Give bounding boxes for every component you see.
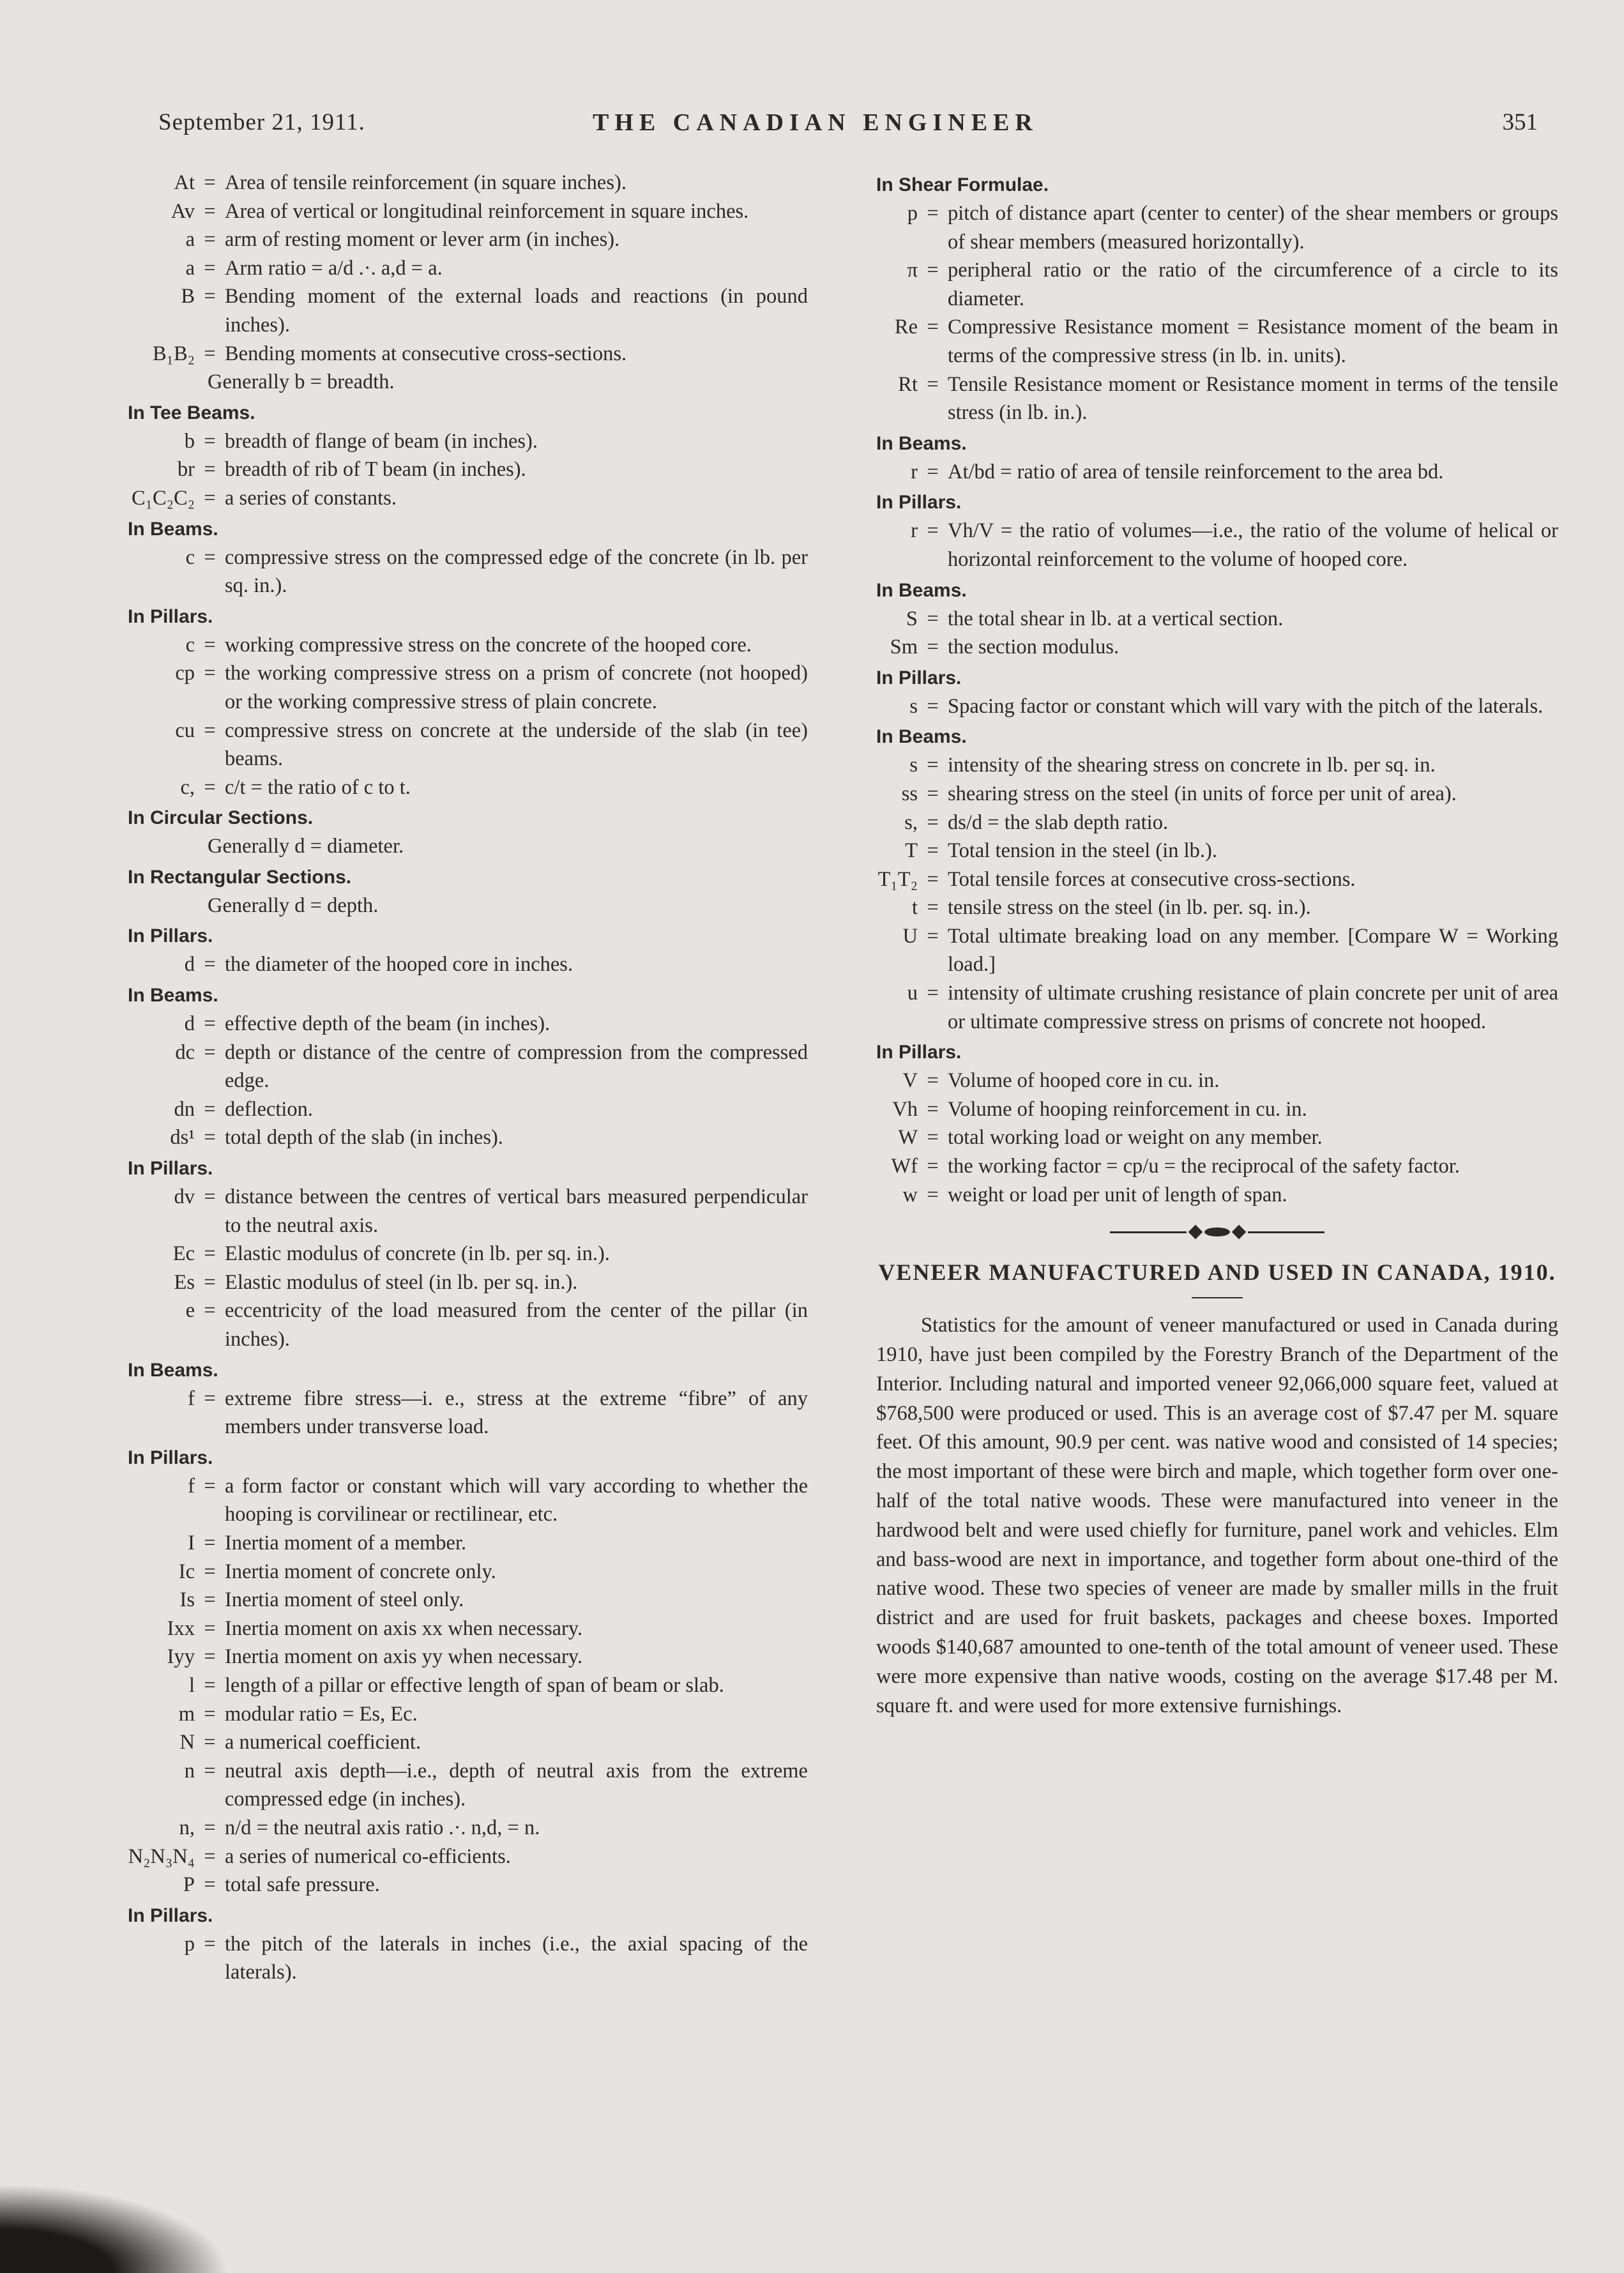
page-number: 351 xyxy=(1502,109,1538,135)
symbol: At xyxy=(174,171,195,194)
definition-text: compressive stress on concrete at the underside of the slab (in tee) beams. xyxy=(225,718,808,771)
definition-row xyxy=(876,1067,1558,1095)
section-heading: In Pillars. xyxy=(128,1158,213,1180)
section-heading: In Pillars. xyxy=(128,925,213,947)
definition-text: the total shear in lb. at a vertical section. xyxy=(948,607,1284,630)
definition-text: extreme fibre stress—i. e., stress at the extreme “fibre” of any members under transverse load. xyxy=(225,1387,808,1439)
symbol: l xyxy=(188,1673,195,1697)
equals-sign: = xyxy=(204,1616,216,1640)
definition-text: breadth of rib of T beam (in inches). xyxy=(225,458,526,482)
definition-note: Generally d = depth. xyxy=(208,893,379,917)
definition-row xyxy=(128,225,808,254)
definition-row xyxy=(876,370,1558,427)
section-heading: In Pillars. xyxy=(876,667,962,688)
definition-text: length of a pillar or effective length of span of beam or slab. xyxy=(225,1673,724,1697)
definition-text: Tensile Resistance moment or Resistance moment in terms of the tensile stress (in lb. in.). xyxy=(948,372,1558,425)
definition-text: Volume of hooped core in cu. in. xyxy=(948,1069,1220,1093)
symbol: Ic xyxy=(178,1560,195,1583)
symbol: r xyxy=(911,519,918,543)
symbol: n, xyxy=(179,1816,195,1839)
definition-row xyxy=(876,199,1558,256)
definition-text: pitch of distance apart (center to center) of the shear members or groups of shear members (measured horizontally). xyxy=(948,202,1558,254)
definition-text: deflection. xyxy=(225,1097,314,1121)
section-heading: In Beams. xyxy=(876,432,967,454)
symbol: Iyy xyxy=(167,1645,195,1669)
definition-row xyxy=(128,1871,808,1899)
definition-text: Elastic modulus of steel (in lb. per sq. in.). xyxy=(225,1270,578,1294)
definition-text: the pitch of the laterals in inches (i.e., the axial spacing of the laterals). xyxy=(225,1932,808,1984)
equals-sign: = xyxy=(204,1673,216,1697)
symbol: a xyxy=(185,256,195,280)
equals-sign: = xyxy=(204,199,216,223)
symbol: Re xyxy=(894,315,918,339)
definition-text: total working load or weight on any member. xyxy=(948,1126,1323,1150)
symbol: a xyxy=(185,228,195,252)
symbol: B xyxy=(181,285,195,308)
definition-row xyxy=(128,1268,808,1297)
definition-text: the working factor = cp/u = the reciprocal of the safety factor. xyxy=(948,1155,1460,1178)
definition-row xyxy=(128,1671,808,1700)
section-heading: In Tee Beams. xyxy=(128,402,255,423)
equals-sign: = xyxy=(204,429,216,453)
definition-row xyxy=(128,1643,808,1671)
definition-row xyxy=(128,1385,808,1441)
equals-sign: = xyxy=(927,754,939,777)
equals-sign: = xyxy=(927,1126,939,1150)
article-title: VENEER MANUFACTURED AND USED IN CANADA, 1910. xyxy=(878,1259,1556,1286)
definition-row xyxy=(128,1123,808,1152)
equals-sign: = xyxy=(204,1844,216,1868)
definition-row xyxy=(128,1240,808,1268)
equals-sign: = xyxy=(204,1040,216,1064)
equals-sign: = xyxy=(927,519,939,543)
definition-text: Spacing factor or constant which will vary with the pitch of the laterals. xyxy=(948,694,1544,718)
equals-sign: = xyxy=(204,1588,216,1612)
section-heading: In Pillars. xyxy=(876,1042,962,1063)
definition-row xyxy=(128,254,808,283)
section-heading: In Pillars. xyxy=(128,1904,213,1926)
definition-text: Bending moments at consecutive cross-sections. xyxy=(225,342,627,365)
symbol: w xyxy=(902,1183,918,1206)
definition-text: effective depth of the beam (in inches). xyxy=(225,1012,550,1036)
equals-sign: = xyxy=(204,1731,216,1754)
definition-text: tensile stress on the steel (in lb. per. sq. in.). xyxy=(948,896,1311,920)
symbol: c xyxy=(185,633,195,657)
definition-text: Bending moment of the external loads and reactions (in pound inches). xyxy=(225,285,808,337)
symbol: Es xyxy=(174,1270,195,1294)
equals-sign: = xyxy=(204,1097,216,1121)
definition-row xyxy=(876,458,1558,487)
section-heading: In Rectangular Sections. xyxy=(128,866,352,888)
definition-row xyxy=(128,282,808,339)
definition-text: a series of numerical co-efficients. xyxy=(225,1844,511,1868)
equals-sign: = xyxy=(204,1645,216,1669)
symbol: cp xyxy=(175,662,195,685)
symbol: dv xyxy=(174,1185,195,1209)
symbol: P xyxy=(183,1873,195,1897)
definition-text: Area of tensile reinforcement (in square inches). xyxy=(225,171,626,194)
definition-row xyxy=(876,1095,1558,1124)
definition-text: intensity of the shearing stress on concrete in lb. per sq. in. xyxy=(948,754,1436,777)
section-divider-ornament xyxy=(876,1226,1558,1238)
definition-text: At/bd = ratio of area of tensile reinforcement to the area bd. xyxy=(948,460,1444,483)
definition-row xyxy=(128,1095,808,1124)
definition-text: Inertia moment of a member. xyxy=(225,1531,467,1555)
definition-row xyxy=(876,313,1558,370)
definition-row xyxy=(876,1123,1558,1152)
definition-text: modular ratio = Es, Ec. xyxy=(225,1702,418,1726)
definition-text: breadth of flange of beam (in inches). xyxy=(225,429,538,453)
equals-sign: = xyxy=(204,718,216,742)
equals-sign: = xyxy=(204,1759,216,1783)
definition-row xyxy=(876,1181,1558,1210)
definition-text: neutral axis depth—i.e., depth of neutral axis from the extreme compressed edge (in inches). xyxy=(225,1759,808,1811)
journal-title: THE CANADIAN ENGINEER xyxy=(593,109,1038,136)
equals-sign: = xyxy=(927,782,939,805)
definition-row xyxy=(128,1728,808,1757)
equals-sign: = xyxy=(204,486,216,510)
definition-text: distance between the centres of vertical bars measured perpendicular to the neutral axis. xyxy=(225,1185,808,1237)
symbol: Vh xyxy=(892,1097,918,1121)
definition-text: c/t = the ratio of c to t. xyxy=(225,775,411,799)
definition-row xyxy=(128,1814,808,1843)
symbol: br xyxy=(177,458,195,482)
definition-row xyxy=(876,780,1558,809)
definition-text: ds/d = the slab depth ratio. xyxy=(948,810,1169,834)
symbol: b xyxy=(184,429,195,453)
equals-sign: = xyxy=(927,372,939,396)
equals-sign: = xyxy=(927,202,939,225)
definition-text: Inertia moment of steel only. xyxy=(225,1588,464,1612)
symbol: Ec xyxy=(172,1242,195,1266)
equals-sign: = xyxy=(204,1474,216,1498)
title-rule xyxy=(1192,1297,1243,1298)
equals-sign: = xyxy=(927,460,939,483)
definition-note: Generally b = breadth. xyxy=(208,370,395,394)
definition-row xyxy=(876,692,1558,721)
symbol: Rt xyxy=(898,372,918,396)
definition-row xyxy=(876,893,1558,922)
definition-row xyxy=(128,1472,808,1529)
equals-sign: = xyxy=(204,1185,216,1209)
definition-row xyxy=(128,1529,808,1558)
definition-text: depth or distance of the centre of compression from the compressed edge. xyxy=(225,1040,808,1093)
definition-row xyxy=(876,751,1558,780)
symbol: T xyxy=(905,839,918,863)
symbol: T₁T₂ xyxy=(877,867,918,891)
section-heading: In Beams. xyxy=(128,1359,218,1381)
definition-text: Total tensile forces at consecutive cross-sections. xyxy=(948,867,1356,891)
symbol: e xyxy=(185,1299,195,1323)
definition-row xyxy=(128,631,808,660)
equals-sign: = xyxy=(204,171,216,194)
definition-text: Volume of hooping reinforcement in cu. in. xyxy=(948,1097,1307,1121)
symbol: t xyxy=(911,896,918,920)
definition-row xyxy=(128,455,808,484)
definition-row xyxy=(128,1757,808,1814)
symbol: π xyxy=(907,259,918,282)
symbol: c xyxy=(185,545,195,569)
symbol: f xyxy=(188,1474,195,1498)
right-column-definitions xyxy=(876,171,1558,1209)
definition-text: Inertia moment on axis xx when necessary. xyxy=(225,1616,583,1640)
equals-sign: = xyxy=(204,342,216,365)
symbol: I xyxy=(188,1531,195,1555)
definition-text: a form factor or constant which will vary according to whether the hooping is corvilinear or rectilinear, etc. xyxy=(225,1474,808,1526)
symbol: N₂N₃N₄ xyxy=(128,1844,195,1868)
symbol: Is xyxy=(179,1588,195,1612)
symbol: n xyxy=(184,1759,195,1783)
equals-sign: = xyxy=(204,1270,216,1294)
section-heading: In Pillars. xyxy=(876,492,962,513)
symbol: V xyxy=(902,1069,918,1093)
section-heading: In Beams. xyxy=(128,985,218,1007)
article-body: Statistics for the amount of veneer manufactured or used in Canada during 1910, have just been compiled by the Forestry Branch of the Department of the Interior. Including natural and imported veneer 92,066,000 square feet, valued at $768,500 were produced or used. This is an average cost of $7.47 per M. square feet. Of this amount, 90.9 per cent. was native wood and consisted of 14 species; the most important of these were birch and maple, which together form over one-half of the total native woods. These were manufactured into veneer in the hardwood belt and were used chiefly for furniture, panel work and vehicles. Elm and bass-wood are next in importance, and together form about one-third of the native wood. These two species of veneer are made by smaller mills in the fruit district and are used for fruit baskets, packages and cheese boxes. Imported woods $140,687 amounted to one-tenth of the total amount of veneer used. These were more expensive than native woods, costing on the average $17.48 per M. square ft. and were used for more extensive furnishings. xyxy=(876,1314,1558,1717)
equals-sign: = xyxy=(927,1097,939,1121)
symbol: p xyxy=(184,1932,195,1956)
symbol: s, xyxy=(904,810,918,834)
equals-sign: = xyxy=(204,953,216,977)
symbol: dc xyxy=(175,1040,195,1064)
equals-sign: = xyxy=(204,458,216,482)
definition-text: Inertia moment on axis yy when necessary. xyxy=(225,1645,583,1669)
equals-sign: = xyxy=(927,867,939,891)
definition-note: Generally d = diameter. xyxy=(208,835,404,858)
definition-row xyxy=(876,517,1558,574)
symbol: W xyxy=(898,1126,918,1150)
definition-row xyxy=(128,1586,808,1615)
equals-sign: = xyxy=(204,1932,216,1956)
right-column xyxy=(876,169,1558,1721)
definition-text: the section modulus. xyxy=(948,635,1119,659)
left-column-definitions xyxy=(128,169,808,1987)
symbol: Ixx xyxy=(167,1616,195,1640)
definition-row xyxy=(128,169,808,197)
definition-row xyxy=(128,1183,808,1240)
definition-row xyxy=(876,865,1558,894)
symbol: s xyxy=(909,754,918,777)
equals-sign: = xyxy=(927,635,939,659)
equals-sign: = xyxy=(204,1126,216,1150)
equals-sign: = xyxy=(204,285,216,308)
definition-text: Arm ratio = a/d .·. a,d = a. xyxy=(225,256,443,280)
symbol: d xyxy=(184,1012,195,1036)
symbol: Sm xyxy=(890,635,918,659)
equals-sign: = xyxy=(204,1816,216,1839)
definition-row xyxy=(128,427,808,456)
definition-text: compressive stress on the compressed edge of the concrete (in lb. per sq. in.). xyxy=(225,545,808,598)
definition-text: Total ultimate breaking load on any member. [Compare W = Working load.] xyxy=(948,924,1558,977)
equals-sign: = xyxy=(927,315,939,339)
definition-row xyxy=(876,979,1558,1036)
equals-sign: = xyxy=(927,810,939,834)
symbol: m xyxy=(178,1702,195,1726)
definition-row xyxy=(876,256,1558,313)
equals-sign: = xyxy=(204,1560,216,1583)
section-heading: In Beams. xyxy=(876,579,967,601)
definition-row xyxy=(128,197,808,226)
equals-sign: = xyxy=(927,259,939,282)
definition-row xyxy=(128,1843,808,1871)
equals-sign: = xyxy=(204,1387,216,1410)
definition-text: n/d = the neutral axis ratio .·. n,d, = n. xyxy=(225,1816,540,1839)
symbol: S xyxy=(906,607,918,630)
symbol: Av xyxy=(171,199,195,223)
definition-text: Elastic modulus of concrete (in lb. per sq. in.). xyxy=(225,1242,610,1266)
symbol: C₁C₂C₂ xyxy=(131,486,195,510)
section-heading: In Beams. xyxy=(128,518,218,540)
section-heading: In Pillars. xyxy=(128,605,213,627)
definition-text: Inertia moment of concrete only. xyxy=(225,1560,496,1583)
definition-text: a series of constants. xyxy=(225,486,397,510)
definition-text: intensity of ultimate crushing resistance of plain concrete per unit of area or ultimate compressive stress on prisms of concrete not hooped. xyxy=(948,982,1558,1033)
definition-row xyxy=(128,1010,808,1038)
equals-sign: = xyxy=(927,982,939,1005)
definition-text: Area of vertical or longitudinal reinforcement in square inches. xyxy=(225,199,749,223)
scan-edge-shadow xyxy=(0,2184,230,2273)
definition-row xyxy=(128,340,808,369)
definition-row xyxy=(128,484,808,513)
symbol: U xyxy=(902,924,918,948)
equals-sign: = xyxy=(927,839,939,863)
equals-sign: = xyxy=(927,1183,939,1206)
definition-text: shearing stress on the steel (in units of force per unit of area). xyxy=(948,782,1457,805)
equals-sign: = xyxy=(204,1702,216,1726)
equals-sign: = xyxy=(204,662,216,685)
equals-sign: = xyxy=(927,896,939,920)
definition-row xyxy=(876,837,1558,865)
equals-sign: = xyxy=(204,545,216,569)
definition-row xyxy=(876,922,1558,979)
definition-row xyxy=(128,1296,808,1353)
definition-text: Compressive Resistance moment = Resistance moment of the beam in terms of the compressive stress (in lb. in. units). xyxy=(948,315,1558,367)
definition-row xyxy=(128,1700,808,1729)
definition-text: weight or load per unit of length of span. xyxy=(948,1183,1287,1206)
definition-row xyxy=(876,809,1558,837)
definition-row xyxy=(128,1930,808,1987)
equals-sign: = xyxy=(204,1299,216,1323)
definition-row xyxy=(876,1152,1558,1181)
section-heading: In Beams. xyxy=(876,726,967,748)
equals-sign: = xyxy=(204,1531,216,1555)
symbol: d xyxy=(184,953,195,977)
equals-sign: = xyxy=(927,694,939,718)
definition-text: working compressive stress on the concrete of the hooped core. xyxy=(225,633,752,657)
definition-row xyxy=(128,544,808,600)
symbol: p xyxy=(907,202,918,225)
definition-row xyxy=(128,773,808,802)
definition-row xyxy=(128,1615,808,1643)
equals-sign: = xyxy=(204,775,216,799)
definition-text: total depth of the slab (in inches). xyxy=(225,1126,503,1150)
section-heading: In Pillars. xyxy=(128,1447,213,1468)
definition-text: peripheral ratio or the ratio of the circumference of a circle to its diameter. xyxy=(948,259,1558,310)
section-heading: In Circular Sections. xyxy=(128,807,314,829)
symbol: c, xyxy=(180,775,195,799)
definition-text: the working compressive stress on a prism of concrete (not hooped) or the working compressive stress of plain concrete. xyxy=(225,662,808,713)
symbol: B₁B₂ xyxy=(152,342,195,365)
definition-text: the diameter of the hooped core in inches. xyxy=(225,953,573,977)
definition-text: Vh/V = the ratio of volumes—i.e., the ratio of the volume of helical or horizontal reinforcement to the volume of hooped core. xyxy=(948,519,1558,571)
symbol: s xyxy=(909,694,918,718)
equals-sign: = xyxy=(927,607,939,630)
symbol: Wf xyxy=(891,1155,918,1178)
equals-sign: = xyxy=(927,1069,939,1093)
equals-sign: = xyxy=(204,1012,216,1036)
definition-row xyxy=(128,1558,808,1586)
definition-text: a numerical coefficient. xyxy=(225,1731,421,1754)
symbol: cu xyxy=(175,718,195,742)
definition-row xyxy=(876,605,1558,634)
equals-sign: = xyxy=(204,633,216,657)
definition-row xyxy=(128,659,808,716)
equals-sign: = xyxy=(204,1873,216,1897)
definition-text: total safe pressure. xyxy=(225,1873,380,1897)
definition-row xyxy=(876,633,1558,662)
section-heading: In Shear Formulae. xyxy=(876,174,1049,195)
definition-text: Total tension in the steel (in lb.). xyxy=(948,839,1217,863)
issue-date: September 21, 1911. xyxy=(158,109,365,135)
symbol: ds¹ xyxy=(170,1126,195,1150)
equals-sign: = xyxy=(204,228,216,252)
equals-sign: = xyxy=(927,924,939,948)
symbol: ss xyxy=(901,782,918,805)
definition-row xyxy=(128,950,808,979)
definition-text: arm of resting moment or lever arm (in inches). xyxy=(225,228,620,252)
equals-sign: = xyxy=(204,256,216,280)
symbol: N xyxy=(179,1731,195,1754)
definition-row xyxy=(128,1038,808,1095)
symbol: dn xyxy=(174,1097,195,1121)
definition-row xyxy=(128,717,808,773)
equals-sign: = xyxy=(204,1242,216,1266)
definition-text: eccentricity of the load measured from the center of the pillar (in inches). xyxy=(225,1299,808,1351)
symbol: f xyxy=(188,1387,195,1410)
symbol: u xyxy=(907,982,918,1005)
page-header xyxy=(158,109,1538,147)
symbol: r xyxy=(911,460,918,483)
equals-sign: = xyxy=(927,1155,939,1178)
